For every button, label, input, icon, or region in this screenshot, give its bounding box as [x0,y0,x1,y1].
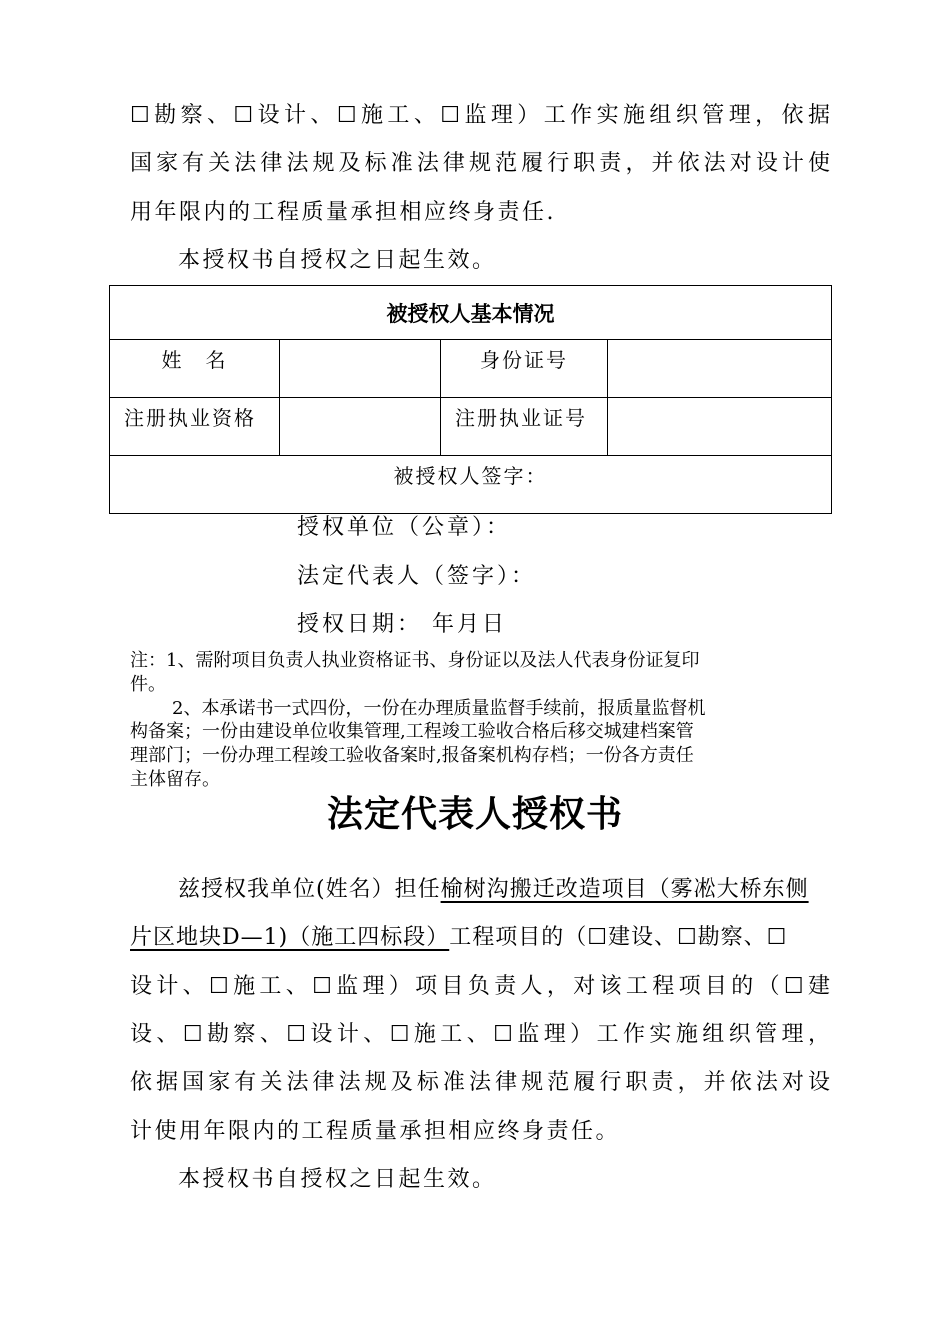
body-text-line [130,923,830,953]
note-line: 2、本承诺书一式四份，一份在办理质量监督手续前，报质量监督机 [172,698,706,719]
note-line: 主体留存。 [130,769,220,790]
grantee-info-table [109,285,832,514]
body-text-line: ☐勘察、☐设计、☐施工、☐监理）工作实施组织管理，依据 [130,103,830,128]
qualification-value-cell [280,398,441,456]
body-text-line: 设、☐勘察、☐设计、☐施工、☐监理）工作实施组织管理， [130,1022,830,1047]
body-text-line: 设计、☐施工、☐监理）项目负责人，对该工程项目的（☐建 [130,974,830,999]
note-line: 注：1、需附项目负责人执业资格证书、身份证以及法人代表身份证复印 [130,650,700,671]
body-text: 工程项目的（☐建设、☐勘察、☐ [449,925,788,950]
id-number-label: 身份证号 [441,340,608,398]
grantee-signature-cell: 被授权人签字： [110,456,832,514]
id-number-value-cell [608,340,832,398]
note-line: 理部门；一份办理工程竣工验收备案时,报备案机构存档；一份各方责任 [130,745,694,766]
body-text: 兹授权我单位(姓名）担任 [178,877,441,902]
project-name: 片区地块D—1)（施工四标段） [130,925,450,950]
project-name: 榆树沟搬迁改造项目（雾凇大桥东侧 [440,877,809,902]
table-header: 被授权人基本情况 [110,286,832,340]
certificate-number-label: 注册执业证号 [441,398,608,456]
body-text-line [178,875,830,905]
note-line: 构备案；一份由建设单位收集管理,工程竣工验收合格后移交城建档案管 [130,721,694,742]
body-text-line: 依据国家有关法律法规及标准法律规范履行职责，并依法对设 [130,1070,830,1095]
body-text-line: 用年限内的工程质量承担相应终身责任. [130,200,556,225]
effective-statement: 本授权书自授权之日起生效。 [178,248,497,273]
document-title: 法定代表人授权书 [326,794,623,835]
authorizing-unit-seal: 授权单位（公章）： [297,515,512,540]
authorization-date: 授权日期： 年月日 [297,612,507,637]
certificate-number-value-cell [608,398,832,456]
note-line: 件。 [130,674,166,695]
name-value-cell [280,340,441,398]
effective-statement: 本授权书自授权之日起生效。 [178,1167,497,1192]
body-text-line: 国家有关法律法规及标准法律规范履行职责，并依法对设计使 [130,151,830,176]
qualification-label: 注册执业资格 [110,398,280,456]
legal-rep-signature: 法定代表人（签字）： [297,564,537,589]
body-text-line: 计使用年限内的工程质量承担相应终身责任。 [130,1119,621,1144]
name-label: 姓 名 [110,340,280,398]
